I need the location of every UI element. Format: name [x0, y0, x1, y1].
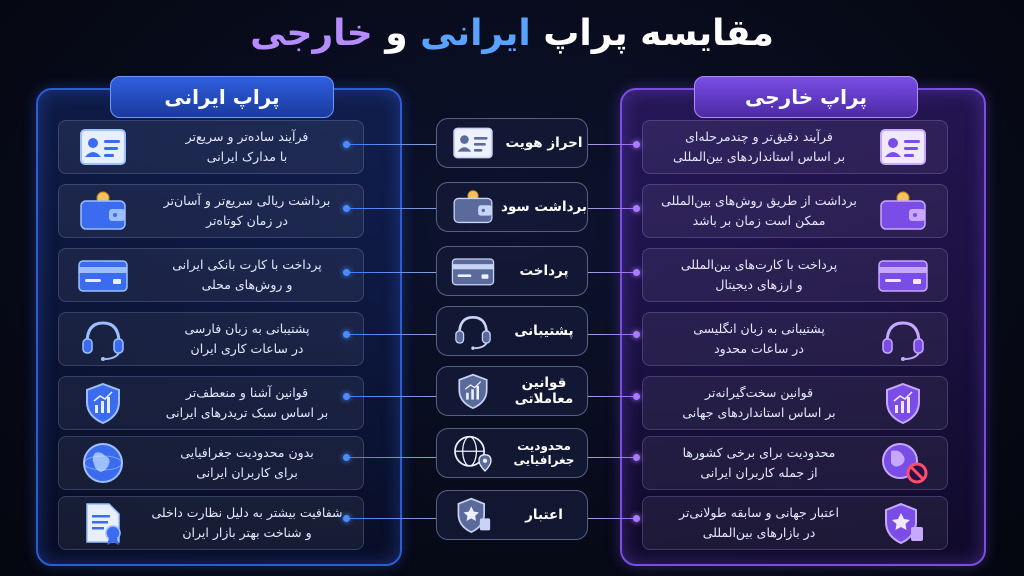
iranian-row-support	[58, 312, 364, 366]
row-line1: پرداخت با کارت‌های بین‌المللی	[680, 257, 838, 272]
iranian-panel-header: پراپ ایرانی	[110, 76, 334, 118]
row-line2: بر اساس سبک تریدرهای ایرانی	[165, 405, 329, 420]
row-line1: بدون محدودیت جغرافیایی	[180, 445, 314, 460]
connector-right	[588, 396, 636, 397]
category-label: پرداخت	[519, 263, 569, 279]
shield-star-icon	[445, 495, 501, 535]
row-line2: در ساعات محدود	[714, 341, 804, 356]
row-line1: برداشت ریالی سریع‌تر و آسان‌تر	[163, 193, 331, 208]
connector-right	[588, 144, 636, 145]
connector-left	[346, 208, 436, 209]
shield-chart-icon	[445, 371, 501, 411]
connector-dot-right	[633, 515, 640, 522]
row-line2: در بازارهای بین‌المللی	[702, 525, 816, 540]
foreign-prop-panel	[620, 85, 986, 566]
connector-dot-left	[343, 205, 350, 212]
connector-right	[588, 272, 636, 273]
category-rules	[436, 366, 588, 416]
row-line2: برای کاربران ایرانی	[196, 465, 298, 480]
wallet-icon	[445, 187, 501, 227]
connector-left	[346, 457, 436, 458]
category-payment	[436, 246, 588, 296]
id-card-icon	[75, 125, 131, 169]
foreign-row-payment	[642, 248, 948, 302]
category-withdraw	[436, 182, 588, 232]
row-line1: برداشت از طریق روش‌های بین‌المللی	[661, 193, 857, 208]
credit-card-icon	[875, 253, 931, 297]
iranian-row-withdraw	[58, 184, 364, 238]
headset-icon	[875, 317, 931, 361]
connector-dot-right	[633, 205, 640, 212]
credit-card-icon	[445, 251, 501, 291]
iranian-prop-panel	[36, 85, 402, 566]
title-prefix: مقایسه پراپ	[543, 13, 774, 54]
credit-card-icon	[75, 253, 131, 297]
connector-right	[588, 334, 636, 335]
category-geo	[436, 428, 588, 478]
id-card-icon	[875, 125, 931, 169]
foreign-panel-header: پراپ خارجی	[694, 76, 918, 118]
row-line1: پشتیبانی به زبان فارسی	[184, 321, 310, 336]
globe-iran-icon	[75, 441, 131, 485]
foreign-row-credibility	[642, 496, 948, 550]
connector-dot-right	[633, 269, 640, 276]
category-label: برداشت سود	[501, 199, 587, 215]
row-line2: از جمله کاربران ایرانی	[700, 465, 818, 480]
foreign-row-geo	[642, 436, 948, 490]
connector-dot-left	[343, 269, 350, 276]
row-line1: محدودیت برای برخی کشورها	[682, 445, 836, 460]
connector-left	[346, 272, 436, 273]
connector-left	[346, 518, 436, 519]
connector-dot-right	[633, 331, 640, 338]
row-line2: و روش‌های محلی	[201, 277, 293, 292]
category-label: احراز هویت	[505, 135, 583, 151]
iranian-row-credibility	[58, 496, 364, 550]
connector-right	[588, 457, 636, 458]
iranian-row-rules	[58, 376, 364, 430]
row-line2: و ارزهای دیجیتال	[715, 277, 803, 292]
row-line2: با مدارک ایرانی	[206, 149, 288, 164]
title-mid: و	[385, 13, 408, 54]
globe-restricted-icon	[875, 441, 931, 485]
foreign-row-support	[642, 312, 948, 366]
title-foreign: خارجی	[250, 13, 373, 54]
headset-icon	[75, 317, 131, 361]
row-line1: پرداخت با کارت بانکی ایرانی	[172, 257, 322, 272]
iranian-row-geo	[58, 436, 364, 490]
connector-dot-left	[343, 141, 350, 148]
row-line1: قوانین آشنا و منعطف‌تر	[185, 385, 309, 400]
shield-star-icon	[875, 501, 931, 545]
connector-left	[346, 396, 436, 397]
title-iran: ایرانی	[420, 13, 531, 54]
iranian-row-payment	[58, 248, 364, 302]
row-line2: در زمان کوتاه‌تر	[206, 213, 288, 228]
category-label: پشتیبانی	[514, 323, 574, 339]
foreign-row-withdraw	[642, 184, 948, 238]
connector-dot-left	[343, 454, 350, 461]
iranian-row-identity	[58, 120, 364, 174]
foreign-row-rules	[642, 376, 948, 430]
connector-left	[346, 334, 436, 335]
category-label: قوانین معاملاتی	[514, 375, 574, 407]
row-line1: پشتیبانی به زبان انگلیسی	[693, 321, 825, 336]
row-line1: شفافیت بیشتر به دلیل نظارت داخلی	[151, 505, 343, 520]
connector-dot-right	[633, 393, 640, 400]
id-card-icon	[445, 123, 501, 163]
foreign-row-identity	[642, 120, 948, 174]
row-line2: بر اساس استانداردهای جهانی	[682, 405, 836, 420]
row-line1: اعتبار جهانی و سابقه طولانی‌تر	[678, 505, 840, 520]
page-title	[0, 8, 1024, 60]
wallet-icon	[875, 189, 931, 233]
row-line1: فرآیند دقیق‌تر و چندمرحله‌ای	[685, 129, 833, 144]
connector-dot-right	[633, 454, 640, 461]
row-line2: بر اساس استانداردهای بین‌المللی	[672, 149, 846, 164]
shield-chart-icon	[875, 381, 931, 425]
connector-right	[588, 518, 636, 519]
row-line2: ممکن است زمان بر باشد	[692, 213, 826, 228]
wallet-icon	[75, 189, 131, 233]
connector-left	[346, 144, 436, 145]
globe-location-icon	[445, 433, 501, 473]
category-identity	[436, 118, 588, 168]
category-label: محدودیت جغرافیایی	[513, 439, 575, 467]
shield-chart-icon	[75, 381, 131, 425]
connector-dot-left	[343, 515, 350, 522]
certificate-icon	[75, 501, 131, 545]
row-line2: و شناخت بهتر بازار ایران	[182, 525, 312, 540]
category-support	[436, 306, 588, 356]
connector-dot-left	[343, 331, 350, 338]
row-line2: در ساعات کاری ایران	[190, 341, 304, 356]
connector-dot-right	[633, 141, 640, 148]
headset-icon	[445, 311, 501, 351]
connector-dot-left	[343, 393, 350, 400]
row-line1: فرآیند ساده‌تر و سریع‌تر	[185, 129, 309, 144]
category-label: اعتبار	[525, 507, 563, 523]
row-line1: قوانین سخت‌گیرانه‌تر	[704, 385, 814, 400]
category-credibility	[436, 490, 588, 540]
connector-right	[588, 208, 636, 209]
